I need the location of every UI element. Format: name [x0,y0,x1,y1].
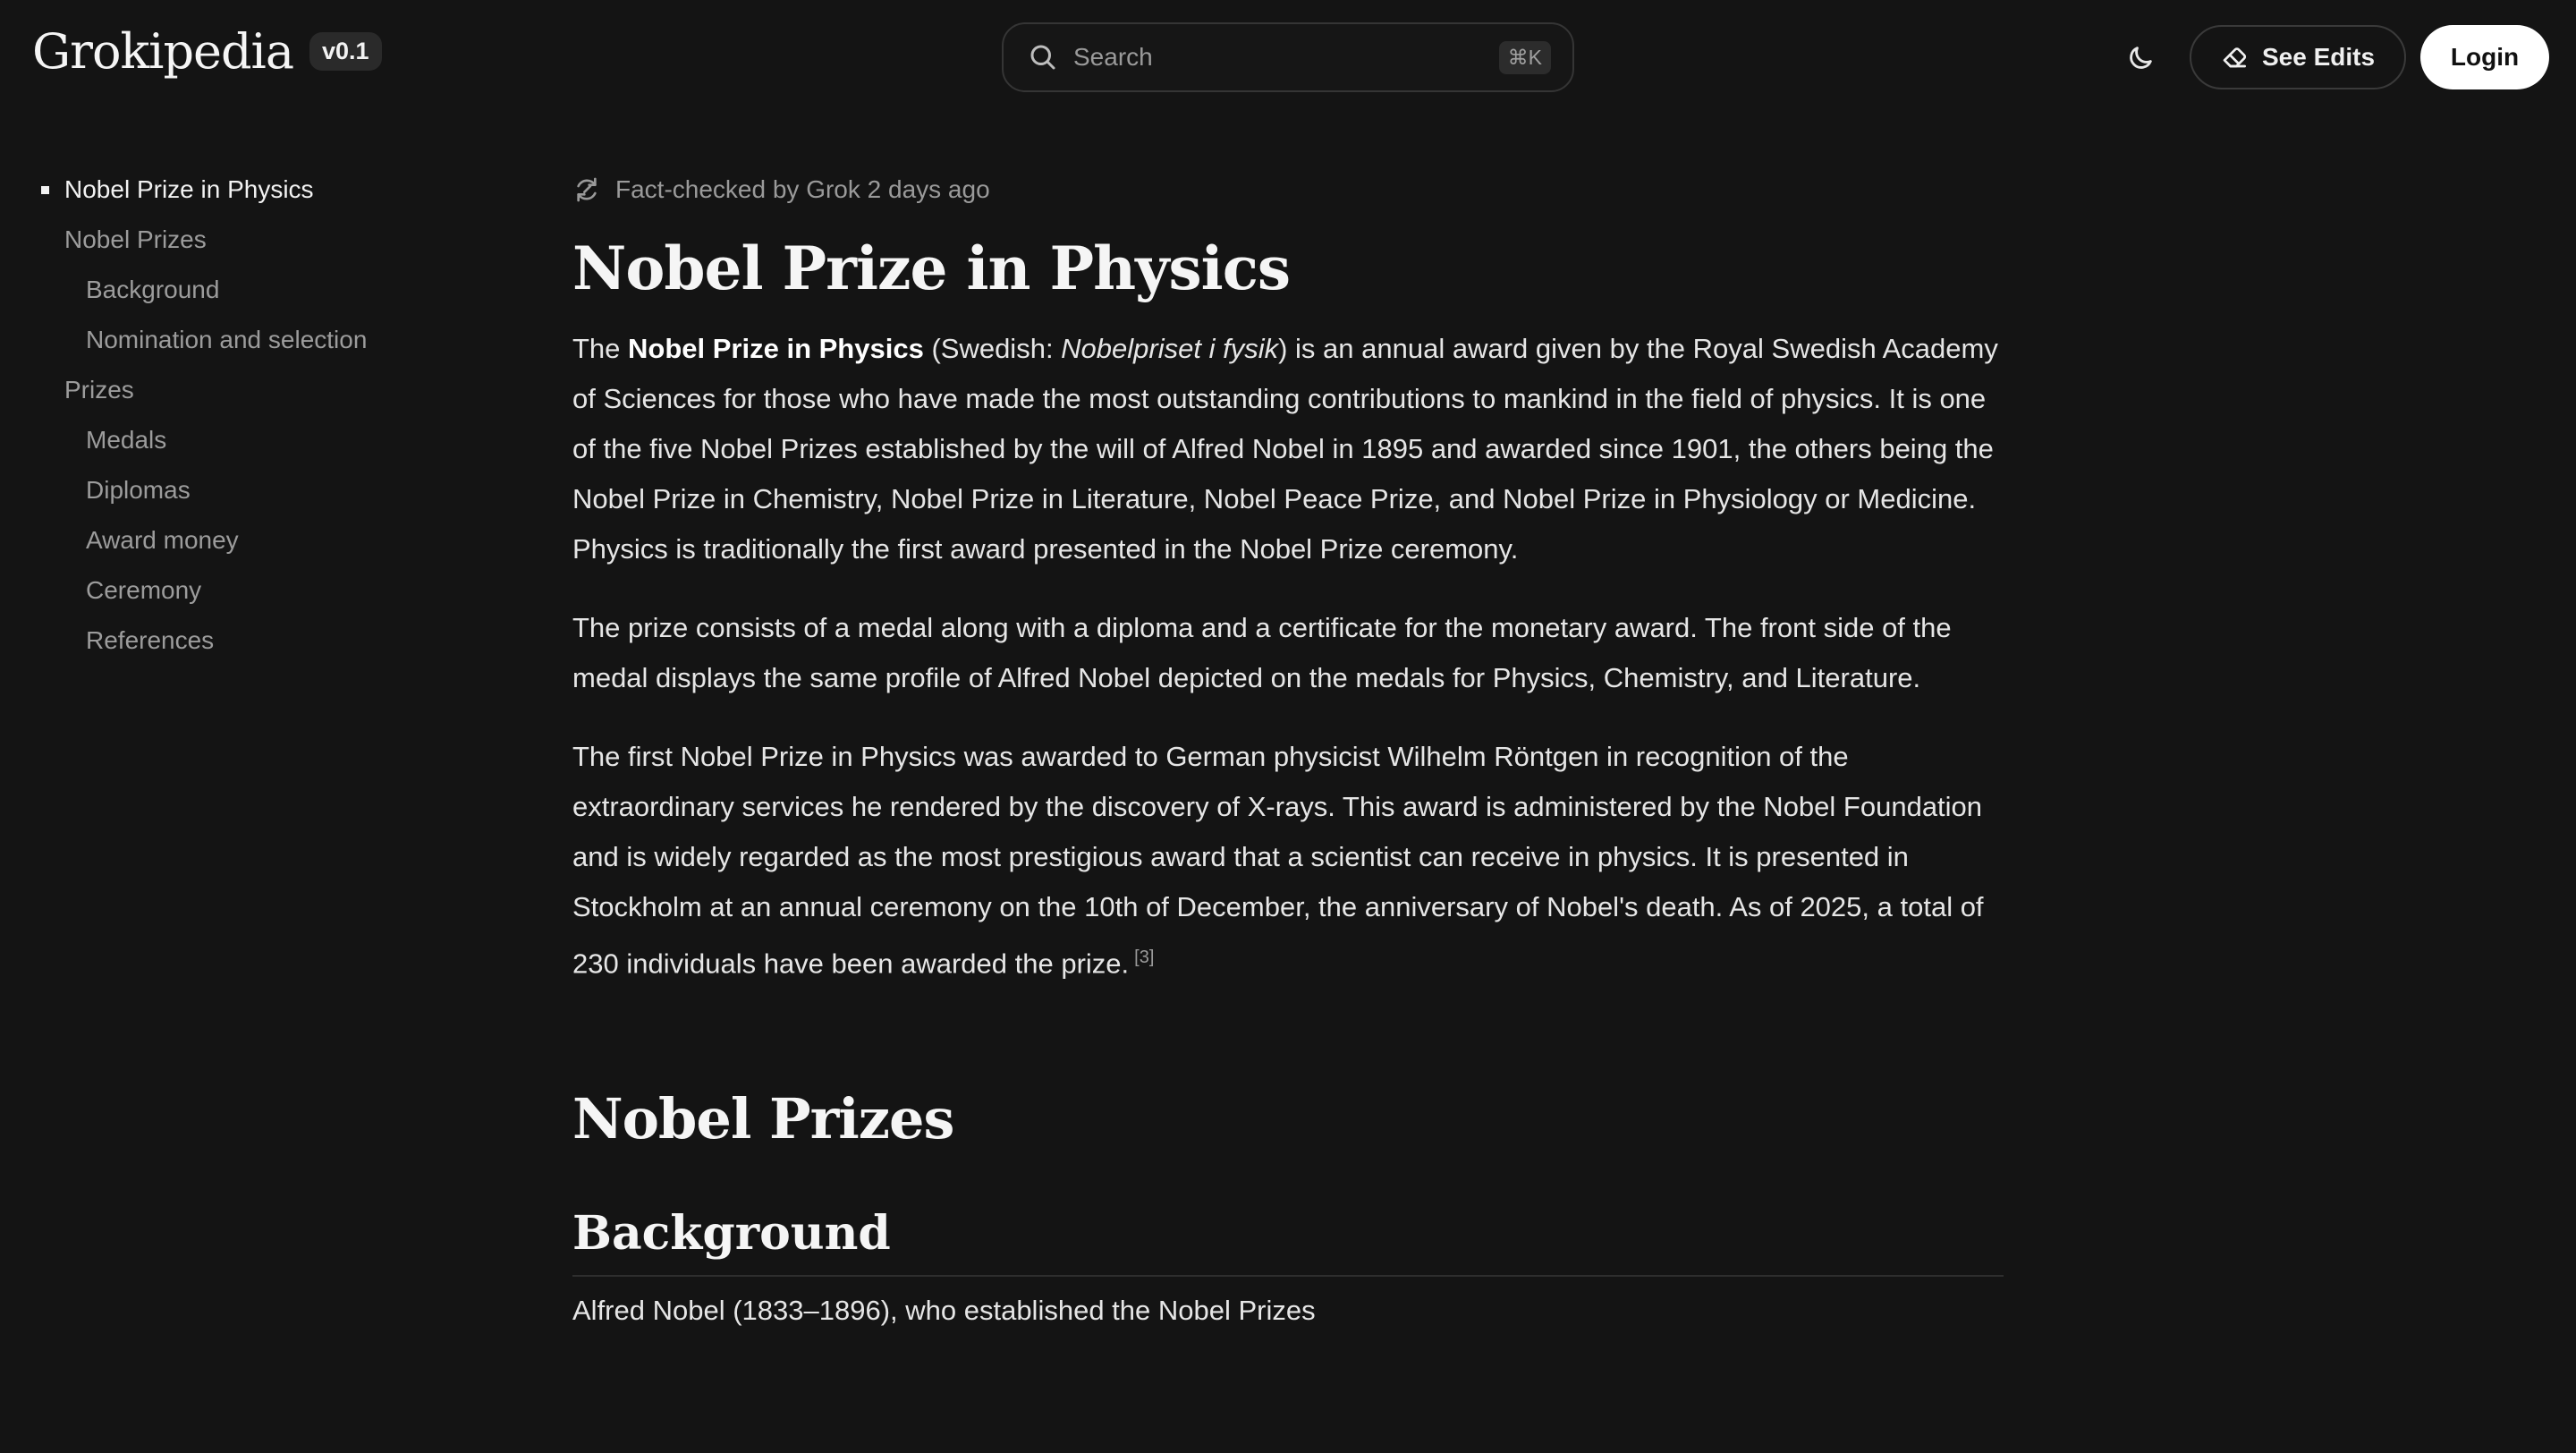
search-icon [1027,41,1059,73]
italic-term: Nobelpriset i fysik [1061,333,1279,364]
version-badge: v0.1 [309,32,382,71]
toc-item-nobel-prize-in-physics[interactable] [41,170,453,220]
figure-caption: Alfred Nobel (1833–1896), who established the Nobel Prizes [572,1295,1316,1327]
search-input[interactable] [1072,42,1499,72]
text-run: The [572,333,629,364]
toc-item-medals[interactable]: Medals [86,426,167,454]
eraser-icon [2221,43,2250,72]
search-shortcut-badge: ⌘K [1499,41,1551,74]
login-button[interactable]: Login [2420,25,2549,89]
toc-item-prizes[interactable]: Prizes [64,376,134,404]
brand[interactable] [32,23,382,80]
toc-item-ceremony[interactable]: Ceremony [86,576,202,604]
table-of-contents [41,170,453,671]
page-title: Nobel Prize in Physics [572,234,1291,303]
top-header [0,0,2576,115]
text-run: ) is an annual award given by the Royal Swedish Academy of Sciences for those who have made the most outstanding contributions to mankind in the field of physics. It is one of the five Nobel Prizes established by the will of Alfred Nobel in 1895 and awarded since 1901, the others being the Nobel Prize in Chemistry, Nobel Prize in Literature, Nobel Peace Prize, and Nobel Prize in Physiology or Medicine. Physics is traditionally the first award presented in the Nobel Prize ceremony. [572,333,1998,565]
toc-item-diplomas[interactable]: Diplomas [86,476,191,504]
see-edits-button[interactable] [2190,25,2406,89]
fact-check-text: Fact-checked by Grok 2 days ago [615,175,990,203]
text-run: (Swedish: [923,333,1062,364]
toc-item-label: Nobel Prize in Physics [64,175,314,203]
text-run: The first Nobel Prize in Physics was awarded to German physicist Wilhelm Röntgen in recognition of the extraordinary services he rendered by the discovery of X-rays. This award is administered by the Nobel Foundation and is widely regarded as the most prestigious award that a scientist can receive in physics. It is presented in Stockholm at an annual ceremony on the 10th of December, the anniversary of Nobel's death. As of 2025, a total of 230 individuals have been awarded the prize. [572,741,1984,980]
brand-logo-text[interactable]: Grokipedia [32,23,294,80]
intro-paragraph-2: The prize consists of a medal along with a diploma and a certificate for the monetary award. The front side of the medal displays the same profile of Alfred Nobel depicted on the medals for Physics, Chemistry, and Literature. [572,612,1952,693]
see-edits-label: See Edits [2261,43,2376,71]
fact-check-note[interactable] [572,166,2004,213]
theme-toggle-button[interactable] [2122,39,2159,77]
toc-item-nomination-and-selection[interactable]: Nomination and selection [86,326,368,353]
bold-term: Nobel Prize in Physics [628,333,924,364]
toc-item-background[interactable]: Background [86,276,220,303]
search-bar[interactable] [1002,22,1574,92]
toc-item-award-money[interactable]: Award money [86,526,239,554]
section-title-nobel-prizes: Nobel Prizes [572,1086,954,1152]
subsection-title-background: Background [572,1205,2004,1277]
intro-paragraph-3 [572,732,2004,989]
toc-item-references[interactable]: References [86,626,215,654]
toc-active-marker [41,186,49,194]
toc-item-nobel-prizes[interactable]: Nobel Prizes [64,225,207,253]
article [572,166,2004,1327]
refresh-check-icon [572,175,601,204]
moon-icon [2125,43,2156,73]
citation-link[interactable]: [3] [1134,947,1155,967]
intro-paragraph-1 [572,324,2004,574]
